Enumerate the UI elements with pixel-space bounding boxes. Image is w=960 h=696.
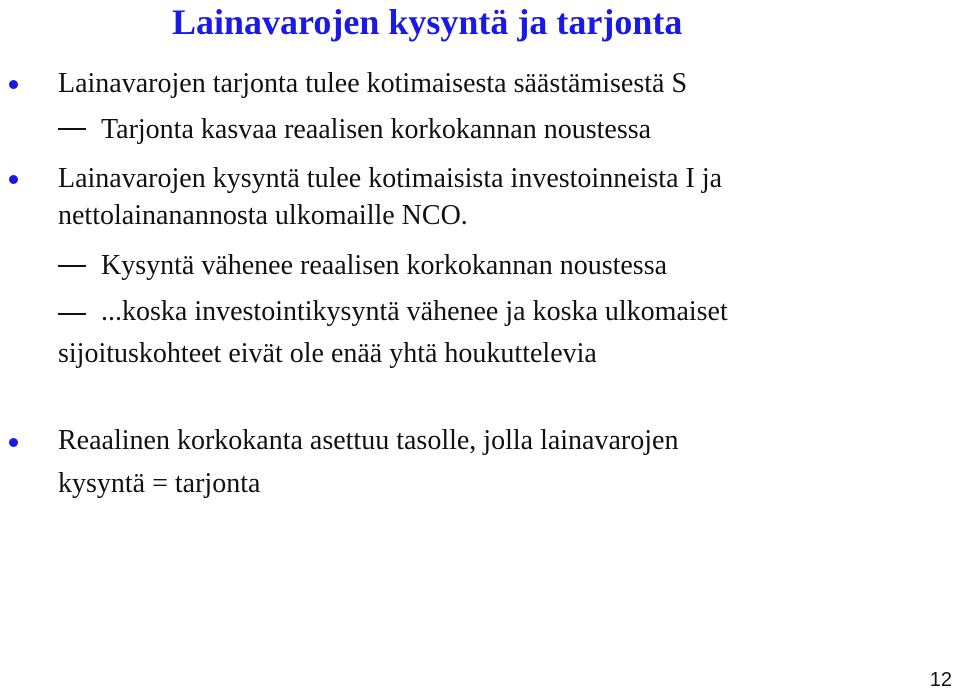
bullet-text-equilibrium: Reaalinen korkokanta asettuu tasolle, jolla lainavarojen <box>58 425 679 456</box>
bullet-text-demand-source: Lainavarojen kysyntä tulee kotimaisista investoinneista I ja <box>58 163 723 194</box>
bullet-text-supply-source: Lainavarojen tarjonta tulee kotimaisesta säästämisestä S <box>58 68 688 99</box>
bullet-text-demand-source-cont: nettolainanannosta ulkomaille NCO. <box>58 200 468 231</box>
sub-bullet-text-because-cont: sijoituskohteet eivät ole enää yhtä houkuttelevia <box>58 338 597 369</box>
sub-bullet-dash <box>58 265 86 267</box>
slide-title: Lainavarojen kysyntä ja tarjonta <box>172 2 683 42</box>
page-number: 12 <box>929 669 952 691</box>
bullet-text-equilibrium-cont: kysyntä = tarjonta <box>58 468 261 499</box>
sub-bullet-text-because: ...koska investointikysyntä vähenee ja koska ulkomaiset <box>101 296 728 327</box>
bullet-dot <box>9 175 18 184</box>
bullet-dot <box>9 438 18 447</box>
sub-bullet-text-demand-fall: Kysyntä vähenee reaalisen korkokannan noustessa <box>101 250 668 281</box>
sub-bullet-dash <box>58 313 86 315</box>
sub-bullet-dash <box>58 128 86 130</box>
sub-bullet-text-supply-rise: Tarjonta kasvaa reaalisen korkokannan noustessa <box>101 114 652 145</box>
bullet-dot <box>9 80 18 89</box>
